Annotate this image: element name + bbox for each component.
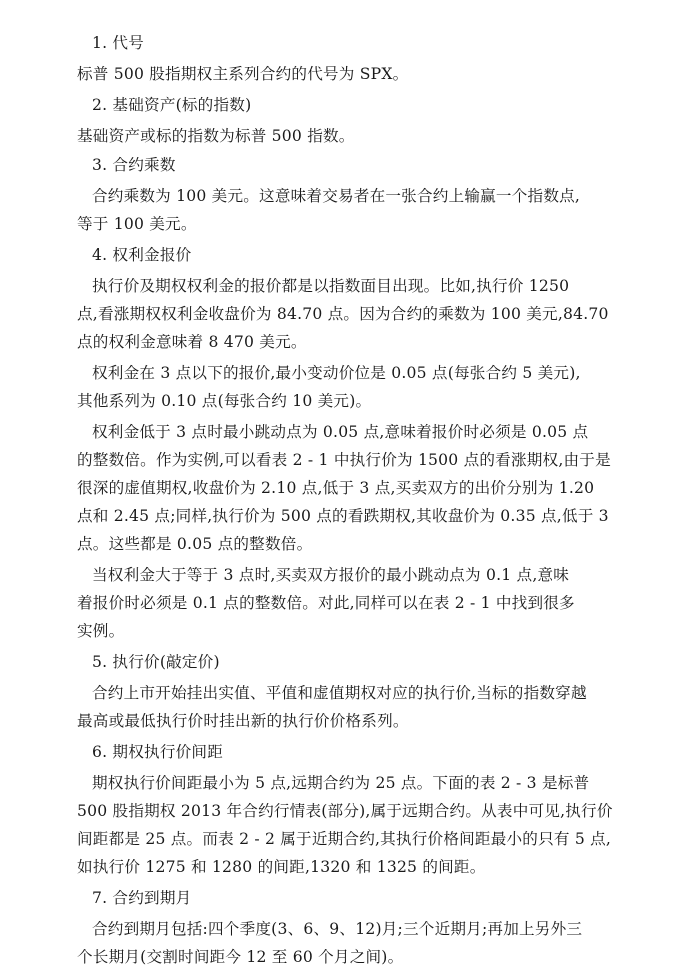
section-heading-7: 7. 合约到期月 (92, 889, 192, 907)
paragraph-line: 实例。 (77, 622, 125, 640)
paragraph-line: 当权利金大于等于 3 点时,买卖双方报价的最小跳动点为 0.1 点,意味 (92, 566, 570, 584)
section-heading-3: 3. 合约乘数 (92, 156, 176, 174)
paragraph-line: 如执行价 1275 和 1280 的间距,1320 和 1325 的间距。 (77, 858, 486, 876)
section-heading-4: 4. 权利金报价 (92, 246, 192, 264)
paragraph-line: 合约上市开始挂出实值、平值和虚值期权对应的执行价,当标的指数穿越 (92, 684, 587, 702)
paragraph-line: 等于 100 美元。 (77, 215, 197, 233)
section-heading-5: 5. 执行价(敲定价) (92, 653, 220, 671)
section-heading-1: 1. 代号 (92, 34, 145, 52)
paragraph-line: 点,看涨期权权利金收盘价为 84.70 点。因为合约的乘数为 100 美元,84.70 (77, 305, 609, 323)
paragraph-line: 标普 500 股指期权主系列合约的代号为 SPX。 (77, 65, 409, 83)
paragraph-line: 点的权利金意味着 8 470 美元。 (77, 333, 307, 351)
paragraph-line: 个长期月(交割时间距今 12 至 60 个月之间)。 (77, 948, 404, 966)
paragraph-line: 合约到期月包括:四个季度(3、6、9、12)月;三个近期月;再加上另外三 (92, 920, 583, 938)
paragraph-line: 权利金低于 3 点时最小跳动点为 0.05 点,意味着报价时必须是 0.05 点 (92, 423, 589, 441)
paragraph-line: 权利金在 3 点以下的报价,最小变动价位是 0.05 点(每张合约 5 美元), (92, 364, 581, 382)
paragraph-line: 基础资产或标的指数为标普 500 指数。 (77, 127, 355, 145)
paragraph-line: 最高或最低执行价时挂出新的执行价价格系列。 (77, 712, 409, 730)
section-heading-6: 6. 期权执行价间距 (92, 743, 223, 761)
paragraph-line: 其他系列为 0.10 点(每张合约 10 美元)。 (77, 392, 372, 410)
paragraph-line: 合约乘数为 100 美元。这意味着交易者在一张合约上输赢一个指数点, (92, 187, 581, 205)
paragraph-line: 的整数倍。作为实例,可以看表 2 - 1 中执行价为 1500 点的看涨期权,由于是 (77, 451, 611, 469)
paragraph-line: 点和 2.45 点;同样,执行价为 500 点的看跌期权,其收盘价为 0.35 点,低于 3 (77, 507, 609, 525)
paragraph-line: 500 股指期权 2013 年合约行情表(部分),属于远期合约。从表中可见,执行价 (77, 802, 613, 820)
paragraph-line: 点。这些都是 0.05 点的整数倍。 (77, 535, 313, 553)
paragraph-line: 很深的虚值期权,收盘价为 2.10 点,低于 3 点,买卖双方的出价分别为 1.20 (77, 479, 595, 497)
paragraph-line: 执行价及期权权利金的报价都是以指数面目出现。比如,执行价 1250 (92, 277, 570, 295)
paragraph-line: 着报价时必须是 0.1 点的整数倍。对此,同样可以在表 2 - 1 中找到很多 (77, 594, 575, 612)
paragraph-line: 期权执行价间距最小为 5 点,远期合约为 25 点。下面的表 2 - 3 是标普 (92, 774, 590, 792)
paragraph-line: 间距都是 25 点。而表 2 - 2 属于近期合约,其执行价格间距最小的只有 5 点, (77, 830, 612, 848)
section-heading-2: 2. 基础资产(标的指数) (92, 96, 252, 114)
